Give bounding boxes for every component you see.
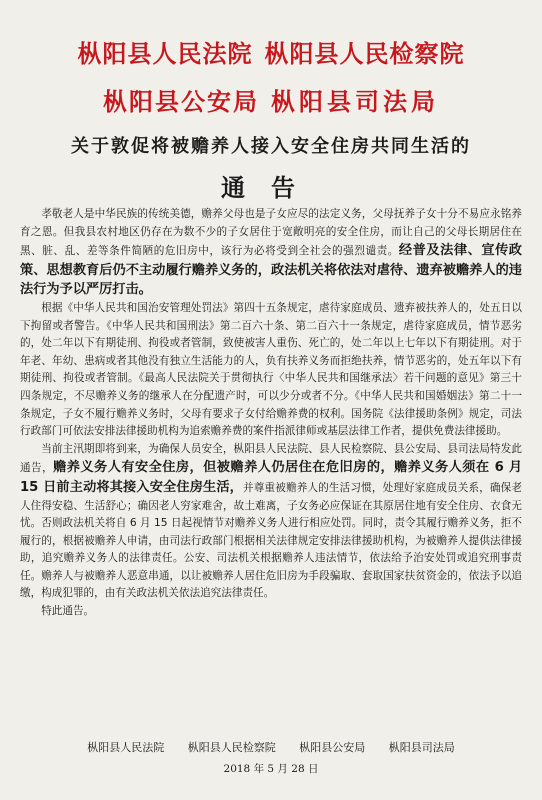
signer-police: 枞阳县公安局 [299, 741, 366, 754]
issuer-court: 枞阳县人民法院 [77, 39, 253, 68]
paragraph-intro-text: 孝敬老人是中华民族的传统美德，赡养父母也是子女应尽的法定义务，父母抚养子女十分不易应永铭养育之恩。但我县农村地区仍存在为数不少的子女居住于宽敞明亮的安全住房，而让自己的父母长期居住在黑、脏、乱、差等条件简陋的危旧房中，该行为必将受到全社会的强烈谴责。 [20, 208, 522, 258]
signer-justice: 枞阳县司法局 [388, 741, 455, 754]
paragraph-intro-emphasis: 经普及法律、宣传政策、思想教育后仍不主动履行赡养义务的，政法机关将依法对虐待、遗弃被赡养人的违法行为予以严厉打击。 [20, 243, 522, 298]
signature-row [0, 739, 542, 755]
issuer-procuratorate: 枞阳县人民检察院 [264, 39, 465, 68]
notice-body [20, 206, 522, 621]
paragraph-intro [20, 206, 522, 300]
notice-title: 通告 [221, 173, 321, 202]
signer-court: 枞阳县人民法院 [87, 741, 165, 754]
paragraph-requirements-rest: 并尊重被赡养人的生活习惯，处理好家庭成员关系，确保老人住得安稳、生活舒心；确因老人穷家难舍，故土难离，子女务必应保证在其原居住地有安全住房、衣食无忧。否则政法机关将自 6 月 15 日起视情节对赡养义务人进行相应处罚。同时，责令其履行赡养义务，拒不履行的，根据被赡养人申请，由司法行政部门根据相关法律规定安排法律援助机构，为被赡养人提供法律援助，追究赡养义务人的法律责任。公安、司法机关根据赡养人违法情节，依法给予治安处罚或追究刑事责任。赡养人与被赡养人恶意串通，以让被赡养人居住危旧房为手段骗取、套取国家扶贫资金的，依法予以追缴，构成犯罪的，由有关政法机关依法追究法律责任。 [20, 481, 523, 600]
issuer-justice: 枞阳县司法局 [271, 87, 439, 116]
issuer-header-row-1 [0, 34, 542, 69]
paragraph-requirements-emphasis: 赡养义务人有安全住房，但被赡养人仍居住在危旧房的，赡养义务人须在 6 月 15 日前主动将其接入安全住房生活， [20, 460, 523, 495]
notice-subject: 关于敦促将被赡养人接入安全住房共同生活的 [71, 136, 471, 157]
paragraph-requirements [20, 441, 522, 603]
signer-procuratorate: 枞阳县人民检察院 [187, 741, 276, 754]
closing-line: 特此通告。 [41, 605, 95, 618]
paragraph-requirements-lead: 当前主汛期即将到来，为确保人员安全，枞阳县人民法院、县人民检察院、县公安局、县司法局特发此通告， [20, 442, 522, 475]
issue-date: 2018 年 5 月 28 日 [223, 763, 319, 775]
paragraph-legal-basis: 根据《中华人民共和国治安管理处罚法》第四十五条规定，虐待家庭成员、遗弃被扶养人的，处五日以下拘留或者警告。《中华人民共和国刑法》第二百六十条、第二百六十一条规定，虐待家庭成员，情节恶劣的，处二年以下有期徒刑、拘役或者管制，致使被害人重伤、死亡的，处二年以上七年以下有期徒刑。对于年老、年幼、患病或者其他没有独立生活能力的人，负有扶养义务而拒绝扶养，情节恶劣的，处五年以下有期徒刑、拘役或者管制。《最高人民法院关于贯彻执行〈中华人民共和国继承法〉若干问题的意见》第三十四条规定，不尽赡养义务的继承人在分配遗产时，可以少分或者不分。《中华人民共和国婚姻法》第二十一条规定，子女不履行赡养义务时，父母有要求子女付给赡养费的权利。国务院《法律援助条例》规定，司法行政部门可依法安排法律援助机构为追索赡养费的案件指派律师或基层法律工作者，提供免费法律援助。 [20, 301, 522, 438]
issuer-header-row-2 [0, 82, 542, 117]
issuer-police: 枞阳县公安局 [103, 87, 259, 116]
